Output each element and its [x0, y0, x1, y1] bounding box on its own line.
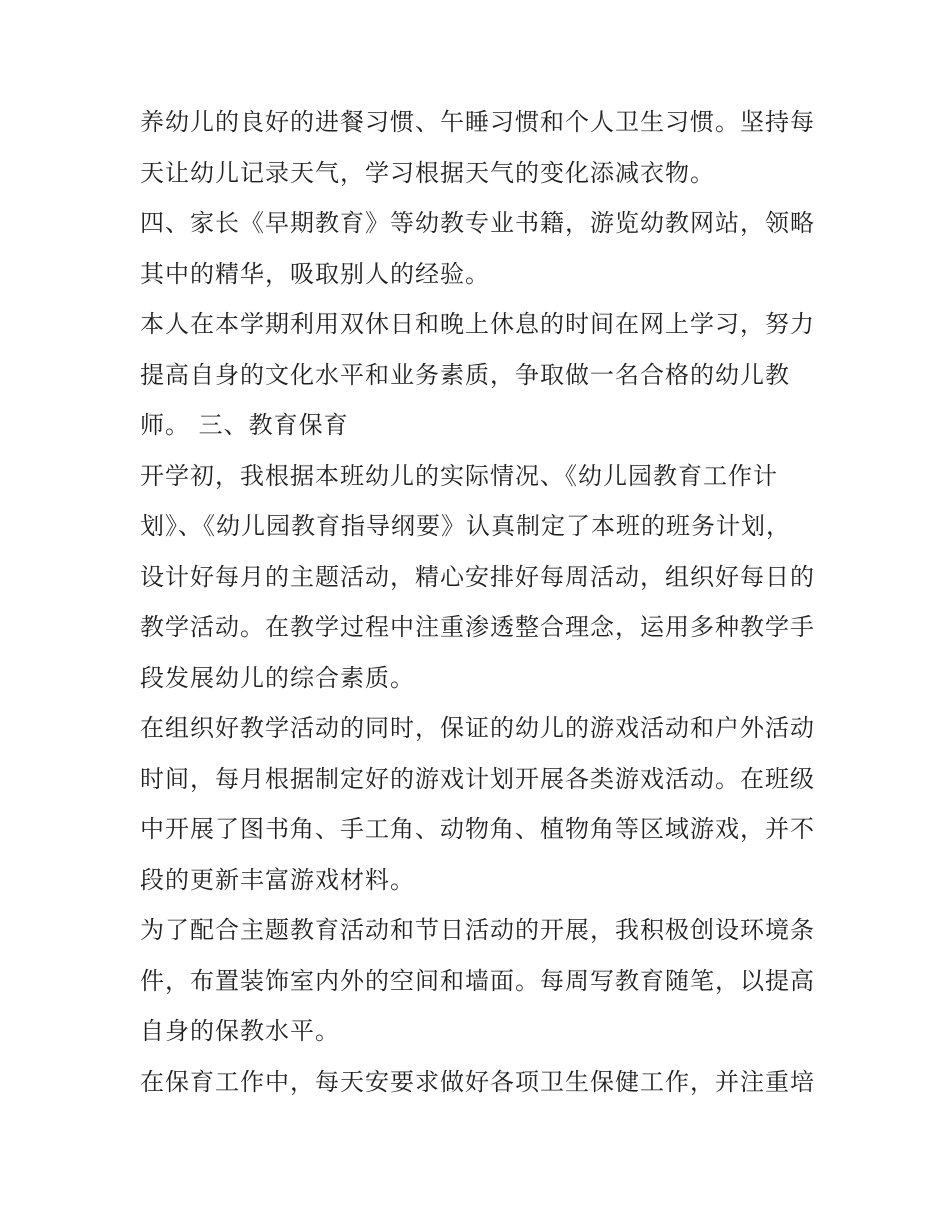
text-line: 在组织好教学活动的同时，保证的幼儿的游戏活动和户外活动 [140, 714, 815, 742]
paragraph [140, 451, 830, 704]
text-line: 养幼儿的良好的进餐习惯、午睡习惯和个人卫生习惯。坚持每 [140, 108, 815, 136]
text-line: 本人在本学期利用双休日和晚上休息的时间在网上学习，努力 [140, 310, 815, 338]
text-line: 开学初，我根据本班幼儿的实际情况、《幼儿园教育工作计 [140, 461, 778, 490]
text-line: 提高自身的文化水平和业务素质，争取做一名合格的幼儿教 [140, 360, 790, 389]
text-line: 设计好每月的主题活动，精心安排好每周活动，组织好每日的 [140, 562, 815, 591]
text-line: 四、家长《早期教育》等幼教专业书籍，游览幼教网站，领略 [140, 209, 815, 237]
paragraph [140, 97, 830, 198]
text-line: 中开展了图书角、手工角、动物角、植物角等区域游戏，并不 [140, 815, 815, 843]
text-line: 其中的精华，吸取别人的经验。 [140, 259, 490, 288]
paragraph [140, 1057, 830, 1108]
text-line: 划》、《幼儿园教育指导纲要》认真制定了本班的班务计划， [140, 512, 791, 540]
paragraph [140, 198, 830, 299]
text-line: 师。 三、教育保育 [140, 411, 349, 439]
text-line: 为了配合主题教育活动和节日活动的开展，我积极创设环境条 [140, 916, 815, 944]
text-line: 在保育工作中，每天安要求做好各项卫生保健工作，并注重培 [140, 1067, 815, 1096]
text-line: 段发展幼儿的综合素质。 [140, 663, 415, 692]
text-line: 时间，每月根据制定好的游戏计划开展各类游戏活动。在班级 [140, 764, 815, 793]
text-line: 自身的保教水平。 [140, 1017, 340, 1045]
text-line: 件，布置装饰室内外的空间和墙面。每周写教育随笔，以提高 [140, 966, 815, 995]
text-line: 段的更新丰富游戏材料。 [140, 865, 415, 894]
paragraph [140, 703, 830, 905]
document-body [140, 97, 830, 1107]
paragraph [140, 905, 830, 1057]
text-line: 天让幼儿记录天气，学习根据天气的变化添减衣物。 [140, 158, 715, 187]
text-line: 教学活动。在教学过程中注重渗透整合理念，运用多种教学手 [140, 613, 815, 641]
paragraph [140, 299, 830, 451]
